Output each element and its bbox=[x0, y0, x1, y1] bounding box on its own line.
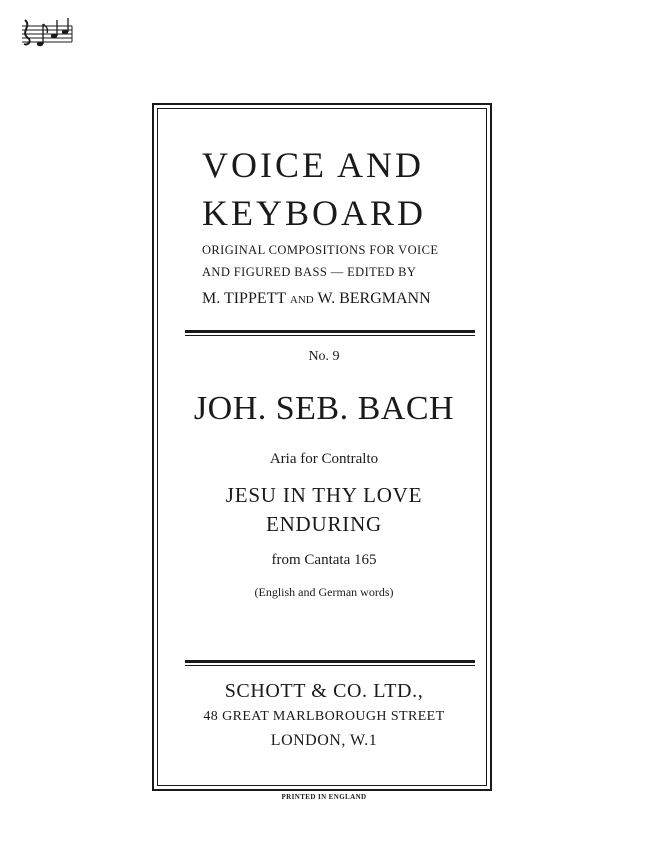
series-subtitle-line1: ORIGINAL COMPOSITIONS FOR VOICE bbox=[202, 243, 439, 257]
publisher-address: 48 GREAT MARLBOROUGH STREET bbox=[203, 709, 445, 724]
music-notation-icon bbox=[16, 16, 74, 50]
language-note: (English and German words) bbox=[254, 585, 394, 599]
work-title-line1: JESU IN THY LOVE bbox=[225, 483, 423, 507]
series-subtitle-line2: AND FIGURED BASS — EDITED BY bbox=[202, 265, 417, 279]
publisher-name: SCHOTT & CO. LTD., bbox=[224, 680, 424, 702]
editor-name-1: M. TIPPETT bbox=[202, 290, 286, 307]
lower-rule bbox=[185, 660, 475, 666]
series-title-line1: VOICE AND bbox=[202, 145, 424, 185]
series-editors bbox=[202, 290, 431, 308]
work-source: from Cantata 165 bbox=[271, 552, 377, 568]
composer-name: JOH. SEB. BACH bbox=[193, 390, 455, 427]
series-title-line2: KEYBOARD bbox=[202, 193, 427, 233]
publisher-city: LONDON, W.1 bbox=[270, 732, 378, 749]
aria-label: Aria for Contralto bbox=[269, 451, 379, 467]
work-title-line2: ENDURING bbox=[265, 512, 383, 536]
editor-join: AND bbox=[289, 294, 314, 306]
editor-name-2: W. BERGMANN bbox=[317, 290, 431, 307]
printed-in-note: PRINTED IN ENGLAND bbox=[281, 793, 367, 801]
upper-rule bbox=[185, 330, 475, 336]
work-number: No. 9 bbox=[308, 349, 340, 364]
